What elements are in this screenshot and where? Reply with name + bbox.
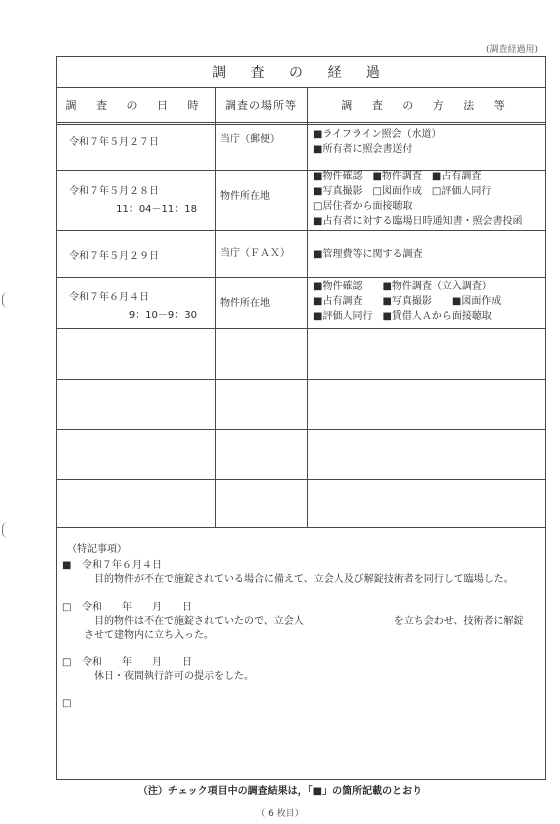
entry-methods — [313, 127, 545, 157]
binding-hole-mark — [2, 292, 9, 308]
form-title: 調 査 の 経 過 — [57, 57, 545, 88]
entry-date: 令和７年６月４日 — [69, 292, 149, 303]
entry-methods — [313, 279, 545, 324]
binding-hole-mark — [2, 522, 9, 538]
entry-place: 物件所在地 — [220, 298, 270, 309]
note-text: 目的物件が不在で施錠されている場合に備えて、立会人及び解錠技術者を同行して臨場した。 — [94, 574, 514, 585]
method-item: ■管理費等に関する調査 — [313, 249, 423, 260]
checkbox-checked[interactable]: ■ — [62, 560, 72, 571]
method-item: ■写真撮影 □図面作成 □評価人同行 — [313, 186, 492, 197]
entry-time: 11：04－11：18 — [116, 204, 197, 215]
form-type-label: (調査経過用) — [485, 45, 538, 55]
note-date: 令和７年６月４日 — [82, 560, 162, 571]
checkbox-unchecked[interactable]: □ — [62, 698, 72, 709]
investigation-form — [56, 56, 546, 780]
row-divider — [57, 479, 545, 480]
method-item: ■占有調査 ■写真撮影 ■図面作成 — [313, 296, 502, 307]
row-divider — [57, 429, 545, 430]
entry-time: 9：10－9：30 — [128, 310, 197, 321]
method-item: □居住者から面接聴取 — [313, 201, 413, 212]
checkbox-unchecked[interactable]: □ — [62, 602, 72, 613]
notes-heading: （特記事項） — [67, 544, 127, 555]
entry-date: 令和７年５月２７日 — [69, 137, 159, 148]
entry-date: 令和７年５月２８日 — [69, 186, 159, 197]
entry-methods — [313, 169, 545, 229]
note-text: 休日・夜間執行許可の提示をした。 — [94, 671, 254, 682]
column-divider — [307, 87, 308, 527]
note-text: させて建物内に立ち入った。 — [84, 630, 214, 641]
entry-place: 物件所在地 — [220, 191, 270, 202]
note-date: 令和 年 月 日 — [82, 657, 192, 668]
row-divider — [57, 230, 545, 231]
page-number: （ 6 枚目） — [256, 809, 304, 819]
header-date: 調 査 の 日 時 — [65, 99, 207, 112]
method-item: ■所有者に照会書送付 — [313, 144, 413, 155]
method-item: ■占有者に対する臨場日時通知書・照会書投函 — [313, 216, 523, 227]
entry-methods — [313, 247, 545, 262]
entry-date: 令和７年５月２９日 — [69, 251, 159, 262]
footnote: （注）チェック項目中の調査結果は，「■」の箇所記載のとおり — [137, 786, 423, 797]
method-item: ■評価人同行 ■賃借人Ａから面接聴取 — [313, 311, 492, 322]
row-divider — [57, 277, 545, 278]
row-divider — [57, 379, 545, 380]
header-place: 調査の場所等 — [225, 99, 297, 112]
entry-place: 当庁（ＦＡＸ） — [220, 248, 290, 259]
method-item: ■物件確認 ■物件調査 ■占有調査 — [313, 171, 482, 182]
method-item: ■物件確認 ■物件調査（立入調査） — [313, 281, 492, 292]
row-divider — [57, 527, 545, 528]
checkbox-unchecked[interactable]: □ — [62, 657, 72, 668]
note-date: 令和 年 月 日 — [82, 602, 192, 613]
method-item: ■ライフライン照会（水道） — [313, 129, 442, 140]
header-divider — [57, 122, 545, 125]
note-text: 目的物件は不在で施錠されていたので、立会人 を立ち会わせ、技術者に解錠 — [94, 616, 524, 627]
entry-place: 当庁（郵便） — [220, 134, 280, 145]
row-divider — [57, 328, 545, 329]
column-divider — [215, 87, 216, 527]
header-method: 調 査 の 方 法 等 — [341, 99, 513, 112]
